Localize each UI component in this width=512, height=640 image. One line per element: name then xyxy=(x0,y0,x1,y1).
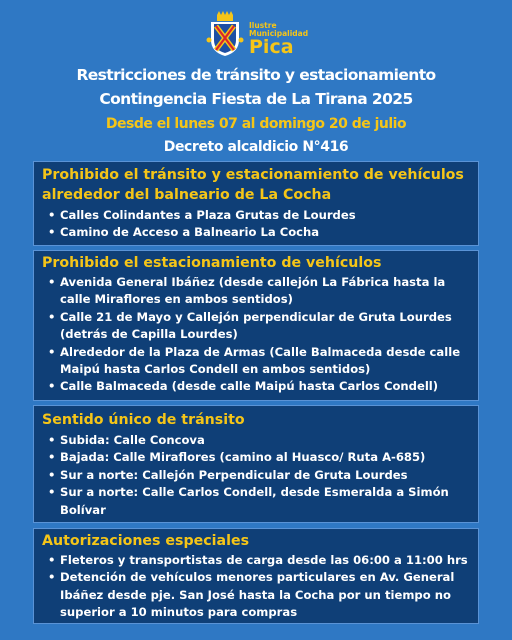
section-title: Autorizaciones especiales xyxy=(42,533,250,549)
section-list xyxy=(48,432,472,519)
date-range: Desde el lunes 07 al domingo 20 de julio xyxy=(105,116,407,132)
list-item: • Sur a norte: Callejón Perpendicular de Gruta Lourdes xyxy=(48,467,472,484)
section-list xyxy=(48,552,472,622)
list-item: • Calles Colindantes a Plaza Grutas de Lourdes xyxy=(48,207,472,224)
section-special-authorizations xyxy=(33,528,479,624)
list-item: • Camino de Acceso a Balneario La Cocha xyxy=(48,224,472,241)
list-item: • Sur a norte: Calle Carlos Condell, desde Esmeralda a Simón Bolívar xyxy=(48,484,472,519)
section-no-parking xyxy=(33,250,479,401)
header xyxy=(0,0,512,160)
section-list xyxy=(48,207,472,242)
page-title-line2: Contingencia Fiesta de La Tirana 2025 xyxy=(99,90,413,108)
section-title: Sentido único de tránsito xyxy=(42,412,245,428)
municipality-logo xyxy=(205,10,315,58)
list-item: • Subida: Calle Concova xyxy=(48,432,472,449)
list-item: • Calle Balmaceda (desde calle Maipú hasta Carlos Condell) xyxy=(48,378,472,395)
logo-line-ilustre: Ilustre xyxy=(249,21,277,30)
list-item: • Alrededor de la Plaza de Armas (Calle Balmaceda desde calle Maipú hasta Carlos Condell en ambos sentidos) xyxy=(48,344,472,379)
section-no-transit-cocha xyxy=(33,161,479,246)
section-title: Prohibido el estacionamiento de vehículos xyxy=(42,255,382,271)
municipal-shield-icon xyxy=(205,10,245,58)
list-item: • Detención de vehículos menores particulares en Av. General Ibáñez desde pje. San José hasta la Cocha por un tiempo no superior a 10 minutos para compras xyxy=(48,569,472,621)
list-item: • Avenida General Ibáñez (desde callejón La Fábrica hasta la calle Miraflores en ambos sentidos) xyxy=(48,274,472,309)
decree-number: Decreto alcaldicio N°416 xyxy=(163,139,349,155)
section-list xyxy=(48,274,472,396)
section-title: Prohibido el tránsito y estacionamiento de vehículos xyxy=(42,167,464,183)
list-item: • Bajada: Calle Miraflores (camino al Huasco/ Ruta A-685) xyxy=(48,449,472,466)
section-one-way xyxy=(33,405,479,523)
page-title-line1: Restricciones de tránsito y estacionamiento xyxy=(76,66,436,84)
section-title-line2: alrededor del balneario de La Cocha xyxy=(42,187,332,203)
logo-name: Pica xyxy=(249,36,294,58)
list-item: • Fleteros y transportistas de carga desde las 06:00 a 11:00 hrs xyxy=(48,552,472,569)
list-item: • Calle 21 de Mayo y Callejón perpendicular de Gruta Lourdes (detrás de Capilla Lourdes) xyxy=(48,309,472,344)
logo-line-municipalidad: Municipalidad xyxy=(249,29,309,38)
